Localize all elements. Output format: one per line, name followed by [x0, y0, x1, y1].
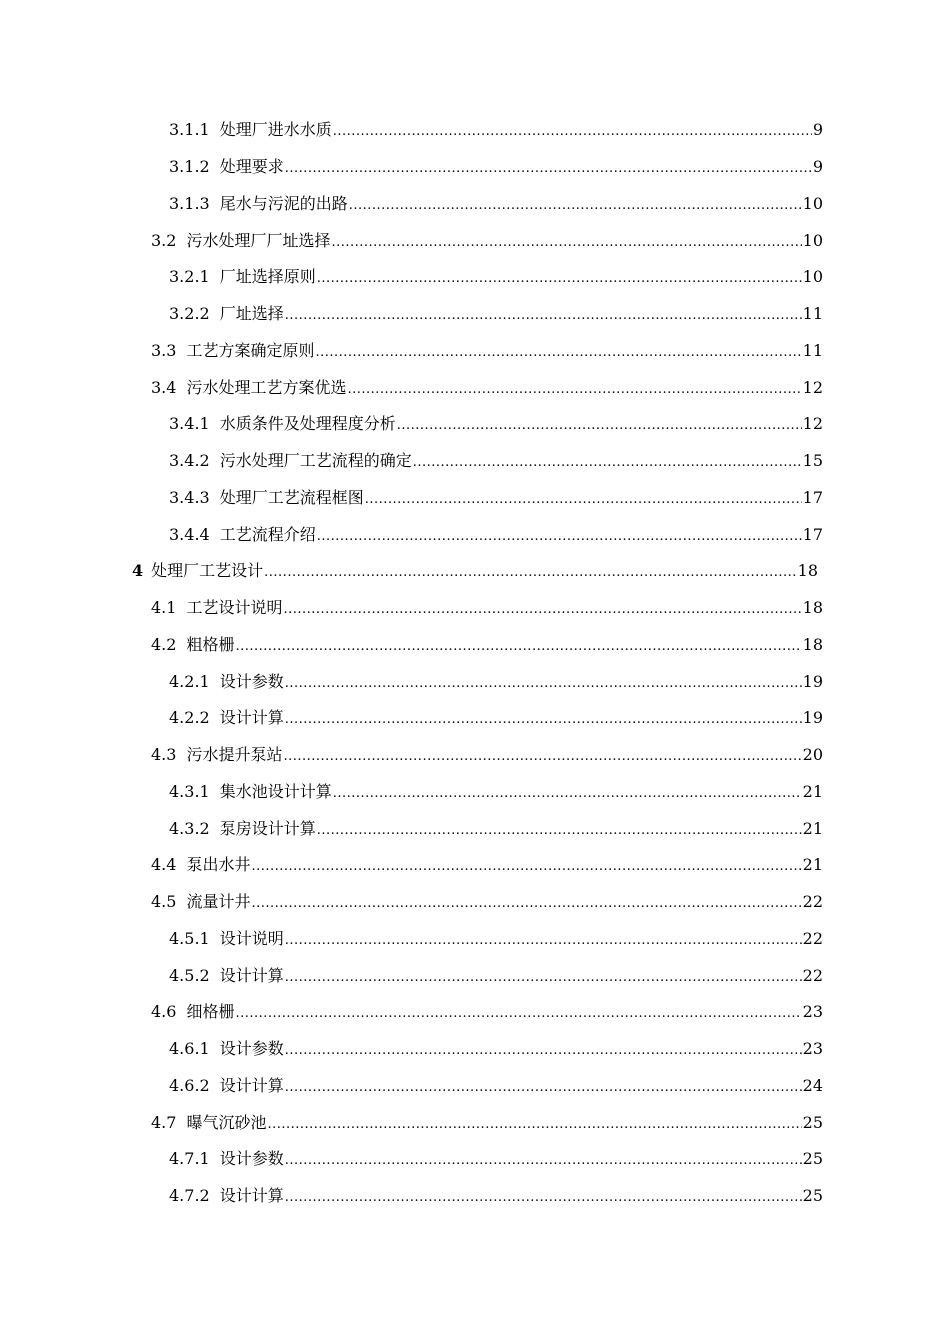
- toc-entry-page-number: 18: [802, 634, 823, 654]
- toc-entry[interactable]: [0, 1178, 950, 1215]
- toc-entry[interactable]: [0, 296, 950, 333]
- toc-entry-title: 厂址选择: [219, 304, 284, 324]
- toc-entry[interactable]: [0, 847, 950, 884]
- table-of-contents: [0, 112, 950, 1215]
- toc-entry-title: 污水处理厂工艺流程的确定: [219, 451, 412, 471]
- toc-dot-leader: [285, 929, 802, 949]
- toc-entry-number: 4.5.2: [169, 965, 210, 985]
- toc-entry-title: 处理要求: [219, 157, 284, 177]
- toc-entry[interactable]: [0, 443, 950, 480]
- toc-entry-number: 3.1.1: [169, 120, 210, 140]
- toc-entry-page-number: 9: [812, 157, 823, 177]
- toc-entry-page-number: 17: [802, 524, 823, 544]
- toc-dot-leader: [285, 157, 812, 177]
- toc-entry-page-number: 22: [802, 928, 823, 948]
- toc-dot-leader: [285, 1186, 802, 1206]
- toc-entry-page-number: 23: [802, 1039, 823, 1059]
- toc-entry-page-number: 24: [802, 1075, 823, 1095]
- toc-entry-title: 集水池设计计算: [219, 781, 332, 801]
- toc-entry-page-number: 25: [802, 1186, 823, 1206]
- toc-entry-page-number: 10: [802, 193, 823, 213]
- toc-entry[interactable]: [0, 369, 950, 406]
- toc-entry[interactable]: [0, 259, 950, 296]
- toc-entry[interactable]: [0, 700, 950, 737]
- toc-entry-number: 3.2.1: [169, 267, 210, 287]
- toc-dot-leader: [285, 966, 802, 986]
- toc-entry[interactable]: [0, 333, 950, 370]
- toc-entry-number: 4.6.2: [169, 1075, 210, 1095]
- toc-entry-title: 设计参数: [219, 1039, 284, 1059]
- toc-dot-leader: [333, 120, 812, 140]
- toc-entry-page-number: 22: [802, 965, 823, 985]
- toc-entry[interactable]: [0, 1141, 950, 1178]
- toc-entry[interactable]: [0, 149, 950, 186]
- toc-entry[interactable]: [0, 480, 950, 517]
- toc-entry-number: 4.7: [151, 1112, 177, 1132]
- toc-dot-leader: [285, 708, 802, 728]
- toc-entry-number: 4.7.1: [169, 1149, 210, 1169]
- toc-entry-number: 3.2.2: [169, 304, 210, 324]
- toc-entry-page-number: 18: [802, 598, 823, 618]
- toc-entry-title: 设计说明: [219, 928, 284, 948]
- toc-entry[interactable]: [0, 186, 950, 223]
- toc-entry-title: 污水处理工艺方案优选: [186, 377, 347, 397]
- toc-entry[interactable]: [0, 516, 950, 553]
- toc-dot-leader: [317, 525, 802, 545]
- toc-dot-leader: [333, 782, 802, 802]
- toc-entry-title: 设计计算: [219, 965, 284, 985]
- toc-entry-number: 4.5: [151, 892, 177, 912]
- toc-entry-page-number: 18: [797, 561, 818, 581]
- toc-entry-title: 污水提升泵站: [186, 745, 283, 765]
- toc-entry-title: 处理厂工艺流程框图: [219, 487, 364, 507]
- toc-entry-title: 污水处理厂厂址选择: [186, 230, 331, 250]
- toc-dot-leader: [365, 488, 802, 508]
- toc-entry[interactable]: [0, 737, 950, 774]
- toc-entry-page-number: 21: [802, 855, 823, 875]
- toc-dot-leader: [235, 1002, 801, 1022]
- toc-entry-title: 水质条件及处理程度分析: [219, 414, 396, 434]
- toc-entry-page-number: 15: [802, 451, 823, 471]
- toc-entry-page-number: 22: [802, 892, 823, 912]
- toc-entry-number: 3.3: [151, 340, 177, 360]
- toc-dot-leader: [267, 1113, 801, 1133]
- toc-entry[interactable]: [0, 553, 950, 590]
- toc-entry-title: 设计计算: [219, 1075, 284, 1095]
- toc-entry[interactable]: [0, 590, 950, 627]
- toc-entry-title: 设计参数: [219, 1149, 284, 1169]
- toc-entry-number: 4.2.1: [169, 671, 210, 691]
- toc-dot-leader: [283, 598, 801, 618]
- toc-dot-leader: [317, 267, 802, 287]
- toc-dot-leader: [285, 1149, 802, 1169]
- toc-entry-number: 3.4.1: [169, 414, 210, 434]
- toc-dot-leader: [285, 1039, 802, 1059]
- toc-entry-title: 设计参数: [219, 671, 284, 691]
- toc-entry-title: 厂址选择原则: [219, 267, 316, 287]
- toc-dot-leader: [397, 414, 802, 434]
- toc-entry-number: 4.1: [151, 598, 177, 618]
- toc-entry-page-number: 19: [802, 708, 823, 728]
- toc-entry-number: 3.1.2: [169, 157, 210, 177]
- toc-entry[interactable]: [0, 957, 950, 994]
- toc-entry-page-number: 19: [802, 671, 823, 691]
- toc-entry-number: 4.3: [151, 745, 177, 765]
- toc-entry-title: 尾水与污泥的出路: [219, 193, 348, 213]
- toc-dot-leader: [413, 451, 802, 471]
- toc-dot-leader: [251, 892, 801, 912]
- toc-entry-title: 细格栅: [186, 1002, 235, 1022]
- toc-entry-page-number: 23: [802, 1002, 823, 1022]
- toc-entry-number: 4.6: [151, 1002, 177, 1022]
- toc-entry-page-number: 17: [802, 487, 823, 507]
- toc-dot-leader: [315, 341, 801, 361]
- toc-entry-title: 处理厂工艺设计: [151, 561, 264, 581]
- toc-entry-page-number: 11: [802, 304, 823, 324]
- toc-entry-title: 工艺方案确定原则: [186, 340, 315, 360]
- toc-entry-title: 工艺设计说明: [186, 598, 283, 618]
- toc-entry-title: 工艺流程介绍: [219, 524, 316, 544]
- toc-entry-number: 4.3.2: [169, 818, 210, 838]
- toc-entry-title: 处理厂进水水质: [219, 120, 332, 140]
- toc-entry-page-number: 10: [802, 267, 823, 287]
- toc-entry-number: 3.4.2: [169, 451, 210, 471]
- toc-entry[interactable]: [0, 112, 950, 149]
- toc-entry-page-number: 21: [802, 818, 823, 838]
- toc-entry[interactable]: [0, 884, 950, 921]
- toc-entry-number: 4.5.1: [169, 928, 210, 948]
- toc-entry[interactable]: [0, 406, 950, 443]
- toc-entry-number: 3.4: [151, 377, 177, 397]
- toc-dot-leader: [331, 231, 801, 251]
- toc-entry-title: 设计计算: [219, 1186, 284, 1206]
- toc-dot-leader: [251, 855, 801, 875]
- toc-entry-number: 3.1.3: [169, 193, 210, 213]
- toc-entry-title: 粗格栅: [186, 634, 235, 654]
- toc-entry-page-number: 20: [802, 745, 823, 765]
- toc-entry-page-number: 12: [802, 414, 823, 434]
- toc-entry-page-number: 9: [812, 120, 823, 140]
- toc-entry[interactable]: [0, 1104, 950, 1141]
- toc-entry-number: 3.4.4: [169, 524, 210, 544]
- toc-entry-title: 设计计算: [219, 708, 284, 728]
- toc-dot-leader: [235, 635, 801, 655]
- toc-entry-title: 泵出水井: [186, 855, 251, 875]
- toc-dot-leader: [285, 304, 802, 324]
- toc-entry-number: 4: [132, 561, 144, 581]
- toc-entry-page-number: 21: [802, 781, 823, 801]
- toc-entry-page-number: 25: [802, 1112, 823, 1132]
- toc-dot-leader: [349, 194, 802, 214]
- toc-entry[interactable]: [0, 1031, 950, 1068]
- toc-entry-number: 3.2: [151, 230, 177, 250]
- toc-entry-number: 4.2: [151, 634, 177, 654]
- toc-entry[interactable]: [0, 663, 950, 700]
- toc-entry[interactable]: [0, 774, 950, 811]
- toc-dot-leader: [264, 561, 796, 581]
- toc-entry-number: 4.7.2: [169, 1186, 210, 1206]
- toc-dot-leader: [285, 1076, 802, 1096]
- toc-entry-number: 4.4: [151, 855, 177, 875]
- toc-dot-leader: [285, 672, 802, 692]
- toc-dot-leader: [347, 378, 801, 398]
- toc-entry-page-number: 10: [802, 230, 823, 250]
- toc-entry[interactable]: [0, 1068, 950, 1105]
- toc-entry-number: 3.4.3: [169, 487, 210, 507]
- toc-entry[interactable]: [0, 810, 950, 847]
- toc-entry[interactable]: [0, 921, 950, 958]
- toc-entry-number: 4.2.2: [169, 708, 210, 728]
- toc-entry-page-number: 11: [802, 340, 823, 360]
- toc-entry-number: 4.3.1: [169, 781, 210, 801]
- toc-dot-leader: [317, 819, 802, 839]
- toc-entry-page-number: 25: [802, 1149, 823, 1169]
- toc-entry[interactable]: [0, 994, 950, 1031]
- toc-entry-title: 曝气沉砂池: [186, 1112, 267, 1132]
- toc-entry-title: 流量计井: [186, 892, 251, 912]
- toc-entry-title: 泵房设计计算: [219, 818, 316, 838]
- toc-entry[interactable]: [0, 627, 950, 664]
- toc-entry[interactable]: [0, 222, 950, 259]
- toc-dot-leader: [283, 745, 801, 765]
- toc-entry-number: 4.6.1: [169, 1039, 210, 1059]
- toc-entry-page-number: 12: [802, 377, 823, 397]
